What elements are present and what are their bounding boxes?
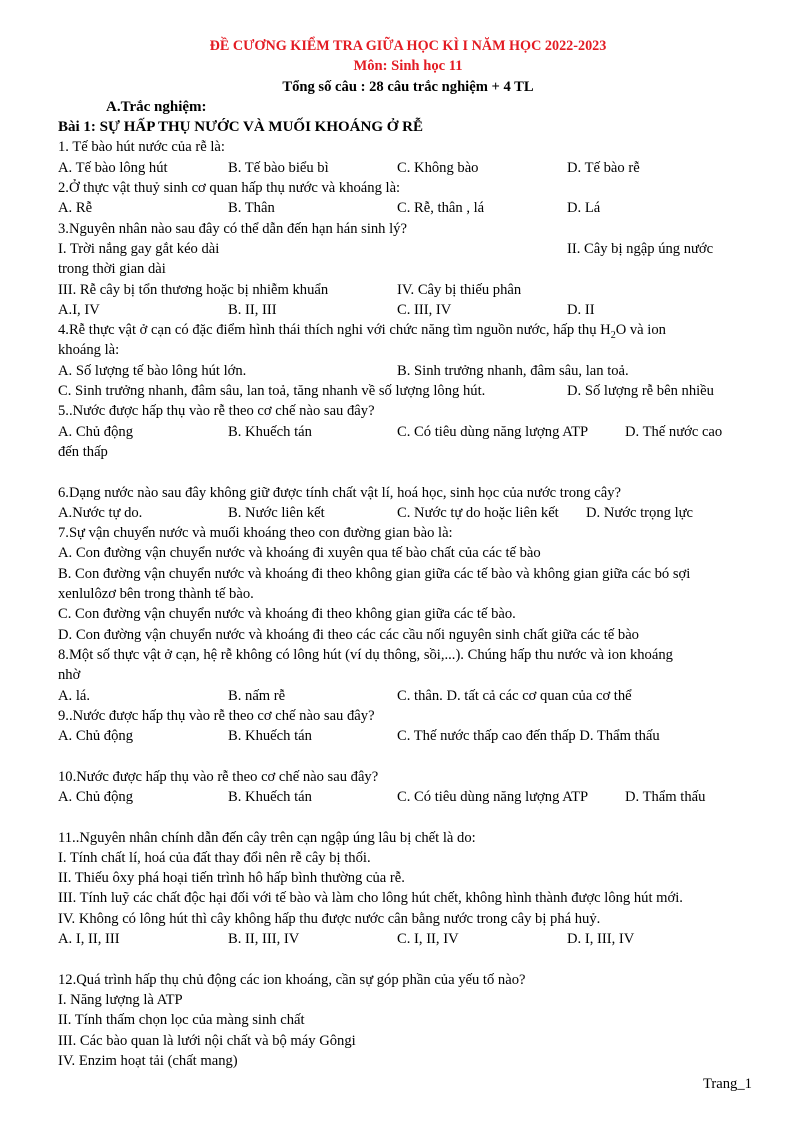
- question-8-continued: nhờ: [58, 667, 81, 684]
- question-4-text: 4.Rễ thực vật ở cạn có đặc điểm hình thái thích nghi với chức năng tìm nguồn nước, hấp thụ H: [58, 322, 611, 339]
- option-b: B. Thân: [228, 200, 275, 217]
- option-b: B. Con đường vận chuyển nước và khoáng đi theo không gian giữa các tế bào và không gian giữa các bó sợi: [58, 565, 691, 582]
- option-b: B. II, III: [228, 301, 277, 318]
- option-a: A.I, IV: [58, 301, 100, 318]
- option-d: D. Thẩm thấu: [625, 788, 706, 805]
- option-d: D. Tế bào rễ: [567, 159, 640, 176]
- statement-iii: III. Tính luỹ các chất độc hại đối với tế bào và làm cho lông hút chết, không hình thành được lông hút mới.: [58, 890, 683, 907]
- option-a: A. Tế bào lông hút: [58, 159, 168, 176]
- question-7: 7.Sự vận chuyển nước và muối khoáng theo con đường gian bào là:: [58, 525, 453, 542]
- option-b: B. Khuếch tán: [228, 788, 312, 805]
- question-5: 5..Nước được hấp thụ vào rễ theo cơ chế nào sau đây?: [58, 403, 375, 420]
- option-a: A.Nước tự do.: [58, 504, 143, 521]
- option-b: B. Nước liên kết: [228, 504, 325, 521]
- option-a: A. I, II, III: [58, 931, 120, 948]
- option-c: C. Con đường vận chuyển nước và khoáng đi theo không gian giữa các tế bào.: [58, 606, 516, 623]
- subscript: 2: [610, 330, 616, 342]
- option-c: C. Có tiêu dùng năng lượng ATP: [397, 788, 589, 805]
- statement-ii-continued: trong thời gian dài: [58, 261, 166, 278]
- option-b: B. Tế bào biểu bì: [228, 159, 329, 176]
- question-3-options: [58, 300, 758, 320]
- option-c: C. Nước tự do hoặc liên kết: [397, 504, 559, 521]
- question-4-text-end: O và ion: [615, 322, 666, 339]
- question-8-options: [58, 686, 758, 706]
- option-c: C. Có tiêu dùng năng lượng ATP: [397, 423, 589, 440]
- question-2: 2.Ở thực vật thuỷ sinh cơ quan hấp thụ nước và khoáng là:: [58, 180, 401, 197]
- option-d: D. Lá: [567, 200, 601, 217]
- statement-ii: II. Tính thấm chọn lọc của màng sinh chất: [58, 1012, 305, 1029]
- question-4-options-2: [58, 381, 758, 401]
- option-c: C. III, IV: [397, 301, 452, 318]
- question-11: 11..Nguyên nhân chính dẫn đến cây trên cạn ngập úng lâu bị chết là do:: [58, 829, 476, 846]
- statement-i: I. Tính chất lí, hoá của đất thay đổi nên rễ cây bị thối.: [58, 849, 371, 866]
- question-4: [58, 320, 758, 340]
- question-9-options: [58, 726, 758, 746]
- option-c: C. Rễ, thân , lá: [397, 200, 485, 217]
- option-d: D. Nước trọng lực: [586, 504, 694, 521]
- statement-iii: III. Các bào quan là lưới nội chất và bộ máy Gôngi: [58, 1032, 356, 1049]
- option-b: B. Sinh trưởng nhanh, đâm sâu, lan toả.: [397, 362, 629, 379]
- option-a: A. Chủ động: [58, 423, 133, 440]
- document-title: ĐỀ CƯƠNG KIỂM TRA GIỮA HỌC KÌ I NĂM HỌC 2022-2023: [209, 38, 607, 54]
- option-b: B. Khuếch tán: [228, 423, 312, 440]
- statement-iv: IV. Enzim hoạt tải (chất mang): [58, 1052, 238, 1069]
- question-11-options: [58, 929, 758, 949]
- option-c: C. I, II, IV: [397, 931, 459, 948]
- question-12: 12.Quá trình hấp thụ chủ động các ion khoáng, cần sự góp phần của yếu tố nào?: [58, 971, 526, 988]
- statement-iv: IV. Cây bị thiếu phân: [397, 281, 522, 298]
- statement-iii: III. Rễ cây bị tổn thương hoặc bị nhiễm khuẩn: [58, 281, 329, 298]
- option-d: D. II: [567, 301, 595, 318]
- question-3: 3.Nguyên nhân nào sau đây có thể dẫn đến hạn hán sinh lý?: [58, 220, 407, 237]
- option-c: C. Sinh trưởng nhanh, đâm sâu, lan toả, tăng nhanh về số lượng lông hút.: [58, 383, 486, 400]
- document-page: [58, 36, 758, 1071]
- question-6: 6.Dạng nước nào sau đây không giữ được tính chất vật lí, hoá học, sinh học của nước trong cây?: [58, 484, 621, 501]
- question-4-continued: khoáng là:: [58, 342, 120, 359]
- statement-i: I. Năng lượng là ATP: [58, 991, 183, 1008]
- option-b-continued: xenlulôzơ bên trong thành tế bào.: [58, 586, 254, 603]
- option-c: C. Không bào: [397, 159, 479, 176]
- question-1: 1. Tế bào hút nước của rễ là:: [58, 139, 225, 156]
- question-1-options: [58, 158, 758, 178]
- question-9: 9..Nước được hấp thụ vào rễ theo cơ chế nào sau đây?: [58, 707, 375, 724]
- statement-ii: II. Cây bị ngập úng nước: [567, 240, 714, 257]
- question-3-statements-1: [58, 239, 758, 259]
- option-c-d: C. thân. D. tất cả các cơ quan của cơ thể: [397, 687, 632, 704]
- question-5-options: [58, 422, 758, 442]
- total-questions-line: Tổng số câu : 28 câu trắc nghiệm + 4 TL: [282, 78, 534, 95]
- question-4-options-1: [58, 361, 758, 381]
- option-d: D. I, III, IV: [567, 931, 635, 948]
- page-number: Trang_1: [703, 1076, 752, 1092]
- statement-i: I. Trời nắng gay gắt kéo dài: [58, 240, 220, 257]
- statement-iv: IV. Không có lông hút thì cây không hấp thu được nước cân bằng nước trong cây bị phá huỷ.: [58, 910, 601, 927]
- option-a: A. Con đường vận chuyển nước và khoáng đi xuyên qua tế bào chất của các tế bào: [58, 545, 541, 562]
- question-6-options: [58, 503, 758, 523]
- option-a: A. Chủ động: [58, 788, 133, 805]
- option-d: D. Con đường vận chuyển nước và khoáng đi theo các các cầu nối nguyên sinh chất giữa các tế bào: [58, 626, 639, 643]
- option-d: D. Số lượng rễ bên nhiều: [567, 383, 714, 400]
- option-a: A. Rễ: [58, 200, 93, 217]
- lesson-heading: Bài 1: SỰ HẤP THỤ NƯỚC VÀ MUỐI KHOÁNG Ở RỄ: [58, 119, 424, 136]
- option-b: B. II, III, IV: [228, 931, 300, 948]
- section-heading: A.Trắc nghiệm:: [106, 98, 207, 115]
- question-8: 8.Một số thực vật ở cạn, hệ rễ không có lông hút (ví dụ thông, sồi,...). Chúng hấp thu nước và ion khoáng: [58, 646, 673, 663]
- option-a: A. lá.: [58, 687, 91, 704]
- question-10: 10.Nước được hấp thụ vào rễ theo cơ chế nào sau đây?: [58, 768, 379, 785]
- question-10-options: [58, 787, 758, 807]
- option-c-d: C. Thế nước thấp cao đến thấp D. Thẩm thấu: [397, 728, 660, 745]
- option-d: D. Thế nước cao: [625, 423, 723, 440]
- option-b: B. Khuếch tán: [228, 728, 312, 745]
- option-b: B. nấm rễ: [228, 687, 286, 704]
- question-2-options: [58, 198, 758, 218]
- statement-ii: II. Thiếu ôxy phá hoại tiến trình hô hấp bình thường của rễ.: [58, 870, 405, 887]
- option-d-continued: đến thấp: [58, 443, 108, 460]
- question-3-statements-2: [58, 280, 758, 300]
- option-a: A. Số lượng tế bào lông hút lớn.: [58, 362, 247, 379]
- subject-line: Môn: Sinh học 11: [353, 58, 463, 75]
- option-a: A. Chủ động: [58, 728, 133, 745]
